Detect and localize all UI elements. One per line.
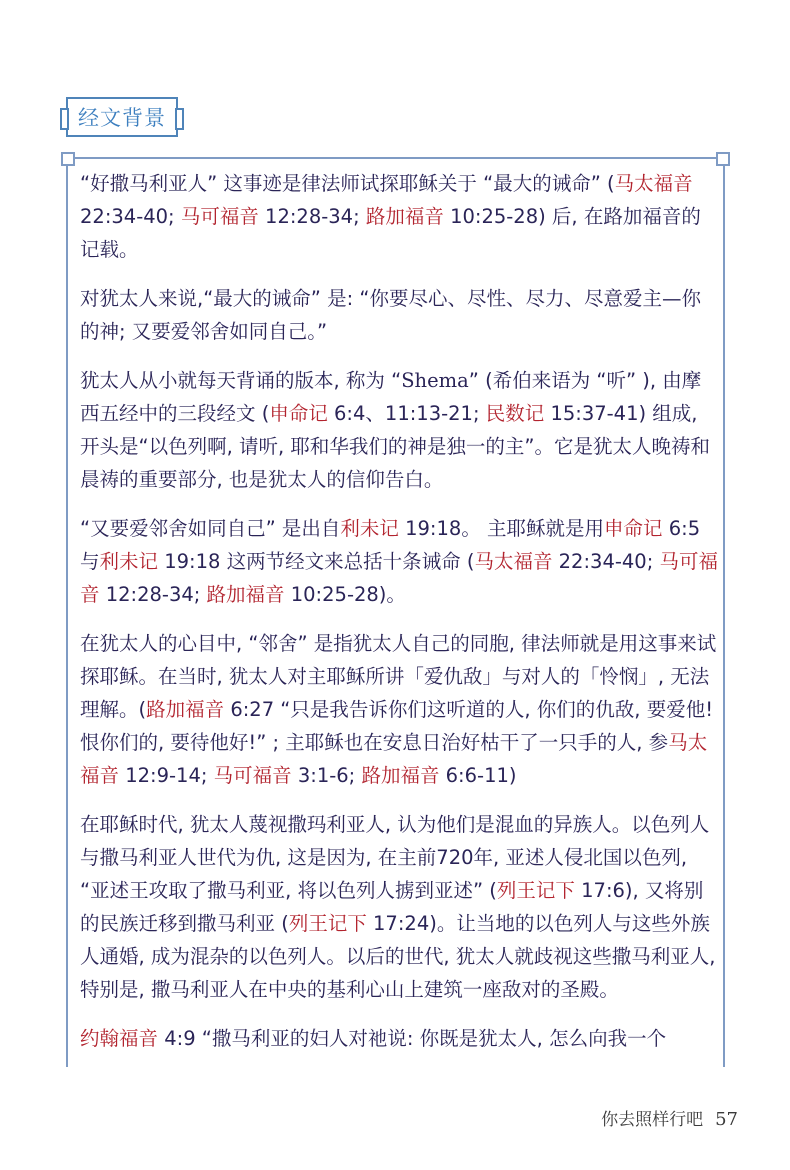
page-footer <box>601 1105 738 1130</box>
scripture-reference: 申命记 <box>604 517 663 540</box>
text-run: 12:9-14; <box>119 764 214 787</box>
text-run: 4:9 “撒马利亚的妇人对祂说: 你既是犹太人, 怎么向我一个 <box>158 1027 667 1050</box>
page-number: 57 <box>715 1109 738 1130</box>
text-run: 10:25-28)。 <box>284 583 406 606</box>
text-run: 12:28-34; <box>99 583 207 606</box>
text-run: 19:18 这两节经文来总括十条诫命 ( <box>158 550 475 573</box>
shema-term: Shema <box>401 369 469 392</box>
paragraph <box>80 1022 720 1055</box>
text-run: 17:6), 又将别的民族迁移到撒马利亚 ( <box>80 879 704 935</box>
text-run: 对犹太人来说,“最大的诫命” 是: “你要尽心、尽性、尽力、尽意爱主—你的神; 又要爱邻舍如同自己。” <box>80 287 701 343</box>
text-run: 在犹太人的心目中, “邻舍” 是指犹太人自己的同胞, 律法师就是用这事来试探耶稣。在当时, 犹太人对主耶稣所讲「爱仇敌」与对人的「怜悯」, 无法理解。( <box>80 632 717 721</box>
frame-corner-ornament <box>716 152 730 166</box>
scripture-reference: 路加福音 <box>365 205 444 228</box>
scripture-reference: 利未记 <box>99 550 159 573</box>
text-run: “又要爱邻舍如同自己” 是出自 <box>80 517 341 540</box>
scripture-reference: 马太福音 <box>614 172 693 195</box>
scripture-reference: 马可福音 <box>180 205 259 228</box>
text-run: “好撒马利亚人” 这事迹是律法师试探耶稣关于 “最大的诫命” ( <box>80 172 615 195</box>
text-run: 15:37-41) 组成, 开头是“以色列啊, 请听, 耶和华我们的神是独一的主”。它是犹太人晚祷和晨祷的重要部分, 也是犹太人的信仰告白。 <box>80 402 710 491</box>
scripture-reference: 列王记下 <box>496 879 575 902</box>
paragraph <box>80 512 720 611</box>
text-run: 22:34-40; <box>80 205 181 228</box>
text-run: 犹太人从小就每天背诵的版本, 称为 “ <box>80 369 402 392</box>
paragraph <box>80 627 720 792</box>
frame-corner-ornament <box>61 152 75 166</box>
scripture-reference: 约翰福音 <box>80 1027 159 1050</box>
scripture-reference: 列王记下 <box>288 912 367 935</box>
text-run: 12:28-34; <box>258 205 366 228</box>
scripture-reference: 路加福音 <box>146 698 225 721</box>
section-title: 经文背景 <box>78 106 166 130</box>
scripture-reference: 马太福音 <box>474 550 553 573</box>
section-title-badge <box>66 97 178 137</box>
scripture-reference: 马可福音 <box>213 764 292 787</box>
paragraph <box>80 364 720 496</box>
body-text <box>80 167 720 1071</box>
text-run: 6:4、11:13-21; <box>327 402 486 425</box>
running-title: 你去照样行吧 <box>601 1110 704 1130</box>
text-run: 6:5 与 <box>80 517 701 573</box>
scripture-reference: 马太福音 <box>80 731 708 787</box>
scripture-reference: 马可福音 <box>80 550 718 606</box>
text-run: 19:18。 主耶稣就是用 <box>398 517 605 540</box>
text-run: 6:6-11) <box>439 764 517 787</box>
scripture-reference: 利未记 <box>340 517 399 540</box>
text-run: 在耶稣时代, 犹太人蔑视撒玛利亚人, 认为他们是混血的异族人。以色列人与撒马利亚人世代为仇, 这是因为, 在主前720年, 亚述人侵北国以色列, “亚述王攻取了撒马利亚, 将以色列人掳到亚述” ( <box>80 813 710 902</box>
paragraph <box>80 808 720 1006</box>
text-run: 10:25-28) 后, 在路加福音的记载。 <box>80 205 701 261</box>
scripture-reference: 路加福音 <box>361 764 440 787</box>
text-run: 6:27 “只是我告诉你们这听道的人, 你们的仇敌, 要爱他! 恨你们的, 要待他好!” ; 主耶稣也在安息日治好枯干了一只手的人, 参 <box>80 698 714 754</box>
paragraph <box>80 282 720 348</box>
scripture-reference: 路加福音 <box>206 583 285 606</box>
scripture-reference: 申命记 <box>269 402 328 425</box>
text-run: ” (希伯来语为 “听” ), 由摩西五经中的三段经文 ( <box>80 369 702 425</box>
text-run: 22:34-40; <box>552 550 660 573</box>
paragraph <box>80 167 720 266</box>
text-run: 3:1-6; <box>291 764 362 787</box>
text-run: 17:24)。让当地的以色列人与这些外族人通婚, 成为混杂的以色列人。以后的世代, 犹太人就歧视这些撒马利亚人, 特别是, 撒马利亚人在中央的基利心山上建筑一座敌对的圣殿。 <box>80 912 716 1001</box>
scripture-reference: 民数记 <box>485 402 545 425</box>
